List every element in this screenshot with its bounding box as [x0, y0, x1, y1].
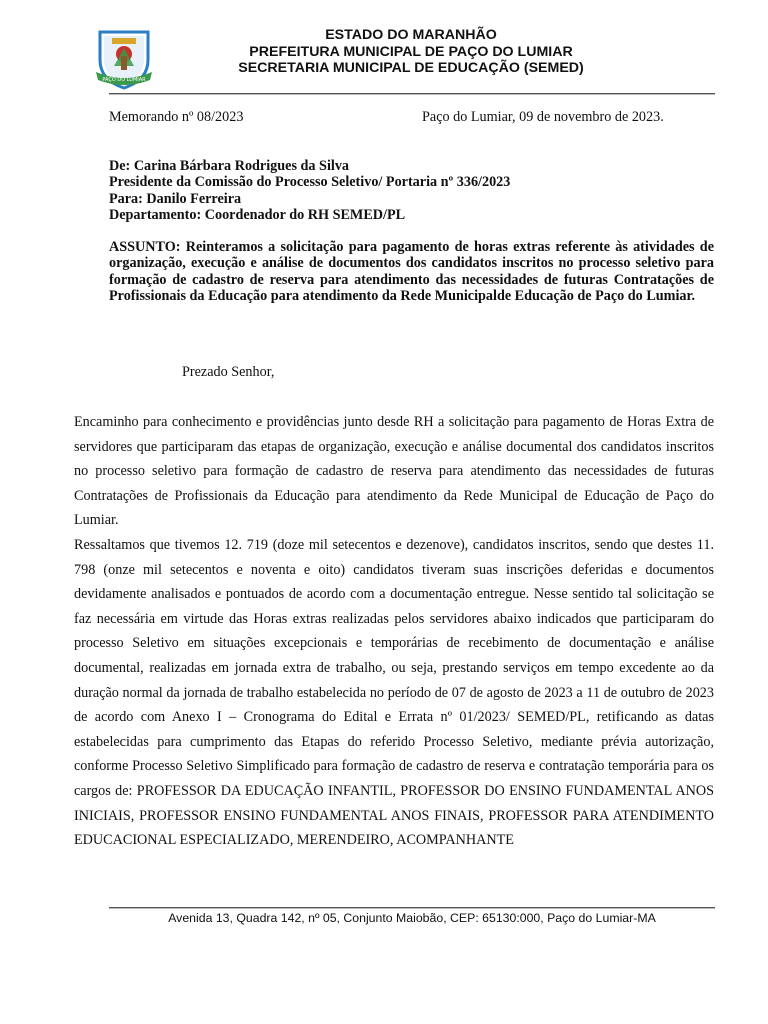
to-line: Para: Danilo Ferreira	[109, 190, 242, 207]
municipal-coat-of-arms-icon	[92, 26, 156, 90]
greeting: Prezado Senhor,	[182, 364, 275, 380]
department-line: Departamento: Coordenador do RH SEMED/PL	[109, 207, 406, 224]
memo-body	[74, 410, 714, 853]
memo-row	[109, 109, 699, 126]
municipality-name: PREFEITURA MUNICIPAL DE PAÇO DO LUMIAR	[249, 43, 573, 60]
from-line: De: Carina Bárbara Rodrigues da Silva	[109, 158, 350, 174]
department-name: SECRETARIA MUNICIPAL DE EDUCAÇÃO (SEMED)	[238, 60, 584, 76]
body-paragraph-1: Encaminho para conhecimento e providências junto desde RH a solicitação para pagamento de Horas Extra de servidores que participaram das etapas de organização, execução e análise documental dos candidatos inscritos no processo seletivo para formação de cadastro de reserva para atendimento das necessidades de futuras Contratações de Profissionais da Educação para atendimento da Rede Municipal de Educação de Paço do Lumiar.	[74, 414, 714, 529]
memo-number: Memorando nº 08/2023	[109, 109, 244, 125]
header-rule	[109, 93, 715, 95]
footer-rule	[109, 907, 715, 909]
letterhead	[0, 24, 768, 94]
address-block	[109, 158, 719, 224]
letterhead-title	[176, 27, 646, 77]
state-name: ESTADO DO MARANHÃO	[325, 27, 497, 43]
footer-address: Avenida 13, Quadra 142, nº 05, Conjunto Maiobão, CEP: 65130:000, Paço do Lumiar-MA	[168, 911, 656, 925]
body-paragraph-2: Ressaltamos que tivemos 12. 719 (doze mil setecentos e dezenove), candidatos inscritos, sendo que destes 11. 798 (onze mil setecentos e noventa e oito) candidatos tiveram suas inscrições deferidas e documentos devidamente analisados e pontuados de acordo com a documentação entregue. Nesse sentido tal solicitação se faz necessária em virtude das Horas extras realizadas pelos servidores abaixo indicados que participaram do processo Seletivo em situações excepcionais e temporárias de recebimento de documentação e análise documental, realizadas em jornada extra de trabalho, ou seja, prestando serviços em tempo excedente ao da duração normal da jornada de trabalho estabelecida no período de 07 de agosto de 2023 a 11 de outubro de 2023 de acordo com Anexo I – Cronograma do Edital e Errata nº 01/2023/ SEMED/PL, retificando as datas estabelecidas para cumprimento das Etapas do referido Processo Seletivo, mediante prévia autorização, conforme Processo Seletivo Simplificado para formação de cadastro de reserva e contratação temporária para os cargos de: PROFESSOR DA EDUCAÇÃO INFANTIL, PROFESSOR DO ENSINO FUNDAMENTAL ANOS INICIAIS, PROFESSOR ENSINO FUNDAMENTAL ANOS FINAIS, PROFESSOR PARA ATENDIMENTO EDUCACIONAL ESPECIALIZADO, MERENDEIRO, ACOMPANHANTE	[74, 536, 714, 849]
subject-paragraph: ASSUNTO: Reinteramos a solicitação para pagamento de horas extras referente às atividades de organização, execução e análise de documentos dos candidatos inscritos no processo seletivo para formação de cadastro de reserva para atendimento das necessidades de futuras Contratações de Profissionais da Educação para atendimento da Rede Municipalde Educação de Paço do Lumiar.	[109, 239, 714, 305]
logo-ribbon-text: PAÇO DO LUMIAR	[102, 77, 146, 83]
place-date: Paço do Lumiar, 09 de novembro de 2023.	[422, 109, 664, 125]
role-line: Presidente da Comissão do Processo Seletivo/ Portaria nº 336/2023	[109, 174, 511, 191]
